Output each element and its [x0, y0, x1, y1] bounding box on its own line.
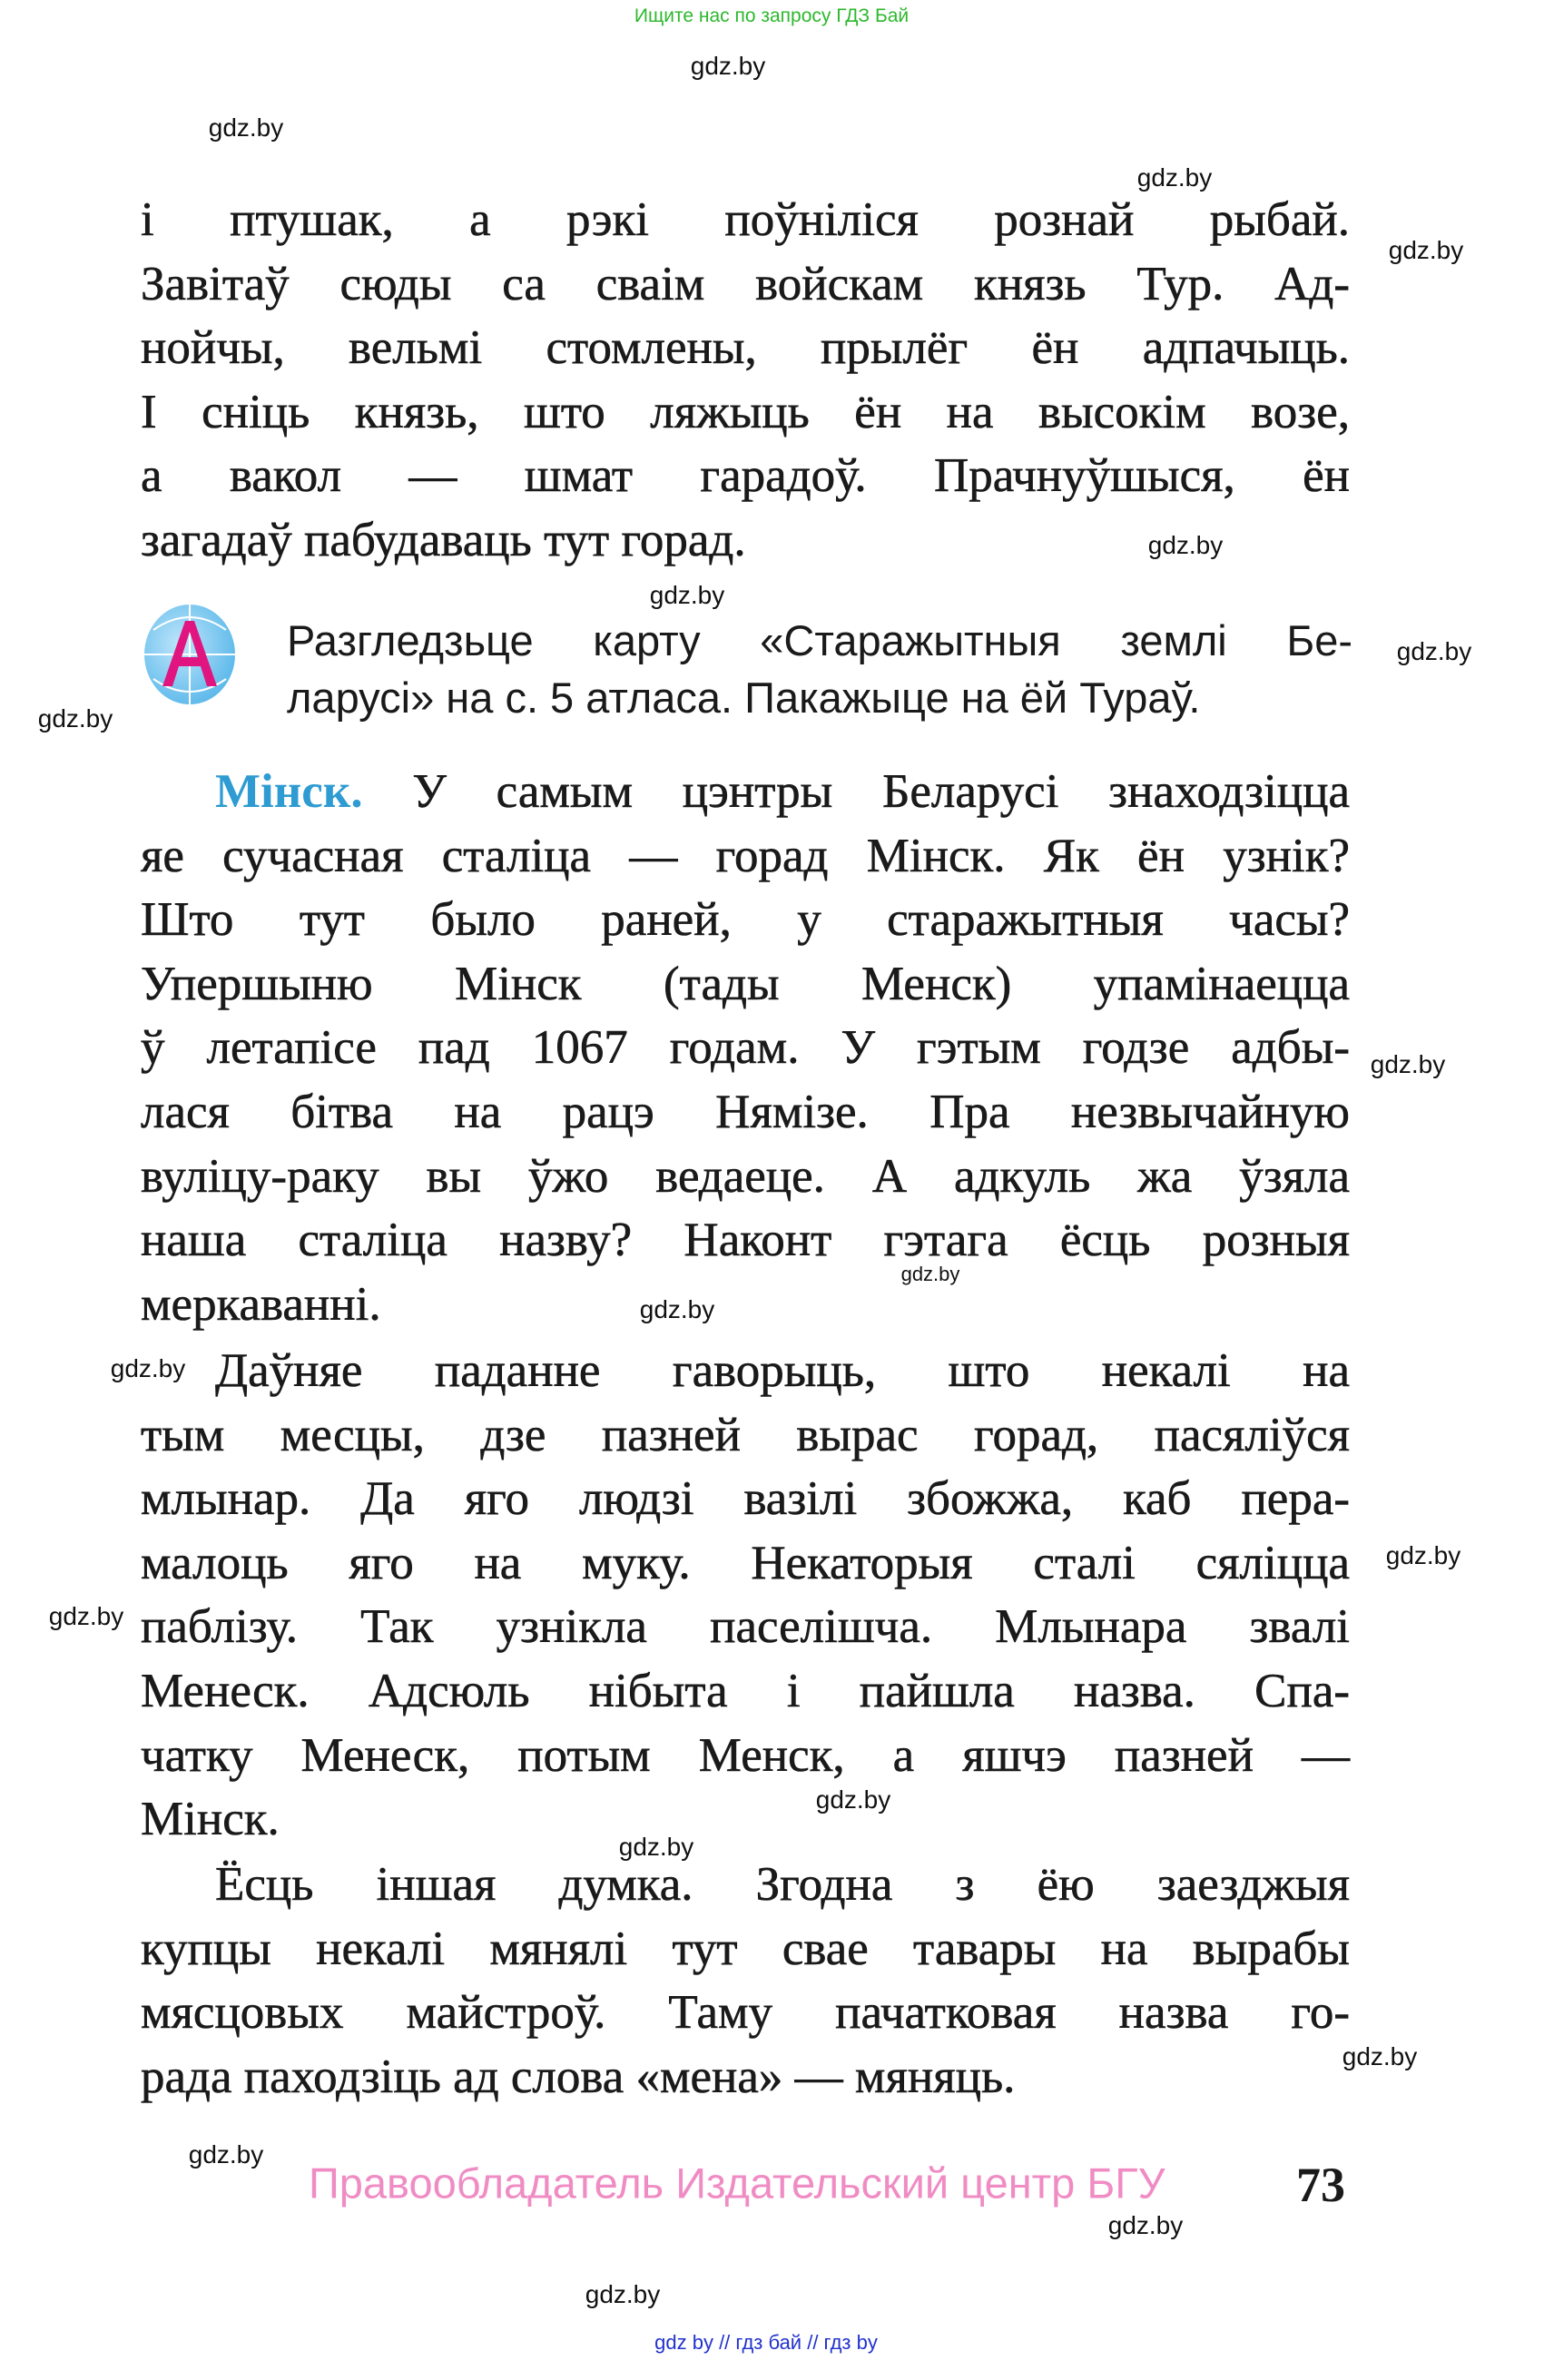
text-line: Завітаў сюды са сваім войскам князь Тур. Ад-: [141, 257, 1350, 310]
text-line: малоць яго на муку. Некаторыя сталі сяліцца: [141, 1536, 1350, 1589]
top-search-note: Ищите нас по запросу ГДЗ Бай: [634, 5, 910, 26]
text-line: Менеск. Адсюль нібыта і пайшла назва. Спа-: [141, 1664, 1350, 1717]
text-line: Што тут было раней, у старажытныя часы?: [141, 893, 1350, 947]
watermark: gdz.by: [900, 1263, 960, 1285]
watermark: gdz.by: [1342, 2042, 1418, 2070]
text-line: наша сталіца назву? Наконт гэтага ёсць розныя: [141, 1214, 1350, 1267]
text-line: рада паходзіць ад слова «мена» — мяняць.: [141, 2050, 1016, 2103]
paragraph-tur: [141, 188, 1350, 573]
text-line: Даўняе паданне гаворыць, што некалі на: [215, 1344, 1350, 1397]
watermark: gdz.by: [1388, 236, 1464, 264]
watermark: gdz.by: [1370, 1050, 1446, 1078]
watermark: gdz.by: [585, 2280, 661, 2308]
watermark: gdz.by: [1147, 531, 1224, 559]
watermark: gdz.by: [48, 1602, 124, 1630]
text-line: тым месцы, дзе пазней вырас горад, пасяліўся: [141, 1408, 1350, 1461]
text-line: ў летапісе пад 1067 годам. У гэтым годзе адбы-: [141, 1021, 1350, 1075]
text-line: Мінск.: [141, 1793, 280, 1846]
text-line: і птушак, а рэкі поўніліся рознай рыбай.: [141, 193, 1350, 246]
text-line: а вакол — шмат гарадоў. Прачнуўшыся, ён: [141, 449, 1350, 503]
text-line: загадаў пабудаваць тут горад.: [141, 513, 746, 566]
text-line: меркаванні.: [141, 1277, 381, 1331]
watermark: gdz.by: [208, 113, 284, 142]
paragraph-other-opinion: [141, 1853, 1350, 2109]
watermark: gdz.by: [815, 1785, 891, 1814]
text-fragment: У самым цэнтры Беларусі знаходзіцца: [362, 765, 1350, 818]
copyright-notice: Правообладатель Издательский центр БГУ: [309, 2159, 1165, 2208]
text-line: вуліцу-раку вы ўжо ведаеце. А адкуль жа ўзяла: [141, 1149, 1350, 1203]
paragraph-minsk: [141, 760, 1350, 1336]
text-line: млынар. Да яго людзі вазілі збожжа, каб пера-: [141, 1472, 1350, 1526]
text-line: нойчы, вельмі стомлены, прылёг ён адпачыць.: [141, 321, 1350, 375]
task-line: Разгледзьце карту «Старажытныя землі Бе-: [287, 616, 1352, 664]
text-line: чатку Менеск, потым Менск, а яшчэ пазней —: [141, 1728, 1350, 1782]
watermark: gdz.by: [37, 704, 113, 733]
atlas-task-icon: [140, 605, 240, 704]
text-line: Ёсць іншая думка. Згодна з ёю заезджыя: [215, 1858, 1350, 1911]
text-line: лася бітва на рацэ Нямізе. Пра незвычайную: [141, 1085, 1350, 1138]
watermark: gdz.by: [690, 52, 766, 80]
section-heading-minsk: Мінск.: [215, 765, 363, 818]
paragraph-legend: [141, 1339, 1350, 1852]
watermark: gdz.by: [1385, 1541, 1461, 1569]
watermark: gdz.by: [649, 581, 725, 609]
watermark: gdz.by: [110, 1354, 186, 1382]
watermark: gdz.by: [1136, 163, 1213, 192]
task-line: ларусі» на с. 5 атласа. Пакажыце на ёй Тураў.: [287, 674, 1201, 722]
text-line: І сніць князь, што ляжыць ён на высокім возе,: [141, 385, 1350, 438]
watermark: gdz.by: [618, 1833, 694, 1861]
footer-links[interactable]: gdz by // гдз бай // гдз by: [654, 2331, 878, 2354]
watermark: gdz.by: [1107, 2211, 1184, 2239]
atlas-task: [287, 612, 1352, 726]
page-number: 73: [1296, 2158, 1345, 2212]
text-line: купцы некалі мянялі тут свае тавары на вырабы: [141, 1922, 1350, 1975]
watermark: gdz.by: [188, 2140, 264, 2169]
watermark: gdz.by: [639, 1295, 715, 1323]
text-line: Упершыню Мінск (тады Менск) упамінаецца: [141, 957, 1350, 1010]
text-line: [141, 760, 1350, 824]
text-line: паблізу. Так узнікла паселішча. Млынара звалі: [141, 1600, 1350, 1654]
text-line: яе сучасная сталіца — горад Мінск. Як ён узнік?: [141, 829, 1350, 882]
watermark: gdz.by: [1396, 637, 1472, 665]
text-line: мясцовых майстроў. Таму пачатковая назва го-: [141, 1986, 1350, 2040]
